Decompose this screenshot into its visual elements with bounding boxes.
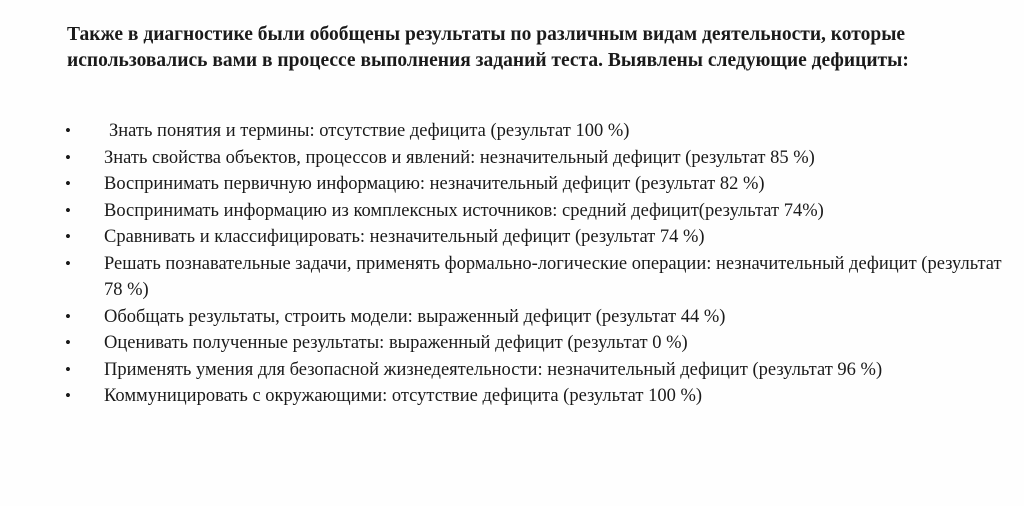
list-item-text: Обобщать результаты, строить модели: выраженный дефицит (результат 44 %)	[104, 306, 726, 327]
intro-paragraph: Также в диагностике были обобщены результаты по различным видам деятельности, которые использовались вами в процессе выполнения заданий теста. Выявлены следующие дефициты:	[67, 24, 909, 71]
list-item-text: Знать понятия и термины: отсутствие дефицита (результат 100 %)	[109, 121, 630, 141]
bullet-icon: •	[65, 227, 71, 246]
list-item	[0, 198, 1024, 225]
list-item	[0, 224, 1024, 251]
bullet-icon: •	[65, 359, 71, 379]
list-item	[0, 330, 1024, 357]
list-item-text: Воспринимать информацию из комплексных источников: средний дефицит(результат 74%)	[104, 200, 824, 221]
list-item-text: Знать свойства объектов, процессов и явлений: незначительный дефицит (результат 85 %)	[104, 147, 815, 168]
list-item	[0, 171, 1024, 198]
bullet-icon: •	[65, 200, 71, 220]
bullet-icon: •	[65, 121, 71, 140]
list-item	[0, 383, 1024, 410]
list-item-text: Сравнивать и классифицировать: незначительный дефицит (результат 74 %)	[104, 227, 705, 247]
list-item	[0, 118, 1024, 145]
list-item-text: Решать познавательные задачи, применять формально-логические операции: незначительный дефицит (результат 78 %)	[104, 253, 1002, 300]
bullet-icon: •	[65, 253, 71, 273]
list-item-text: Оценивать полученные результаты: выраженный дефицит (результат 0 %)	[104, 333, 688, 353]
list-item	[0, 251, 1024, 304]
list-item-text: Воспринимать первичную информацию: незначительный дефицит (результат 82 %)	[104, 174, 765, 194]
list-item-text: Коммуницировать с окружающими: отсутствие дефицита (результат 100 %)	[104, 386, 703, 406]
bullet-icon: •	[65, 306, 71, 326]
deficit-list	[0, 118, 1024, 410]
list-item	[0, 357, 1024, 384]
bullet-icon: •	[65, 147, 71, 167]
bullet-icon: •	[65, 174, 71, 193]
list-item	[0, 304, 1024, 331]
list-item	[0, 145, 1024, 172]
bullet-icon: •	[65, 333, 71, 352]
bullet-icon: •	[65, 386, 71, 405]
list-item-text: Применять умения для безопасной жизнедеятельности: незначительный дефицит (результат 96 %)	[104, 359, 883, 380]
